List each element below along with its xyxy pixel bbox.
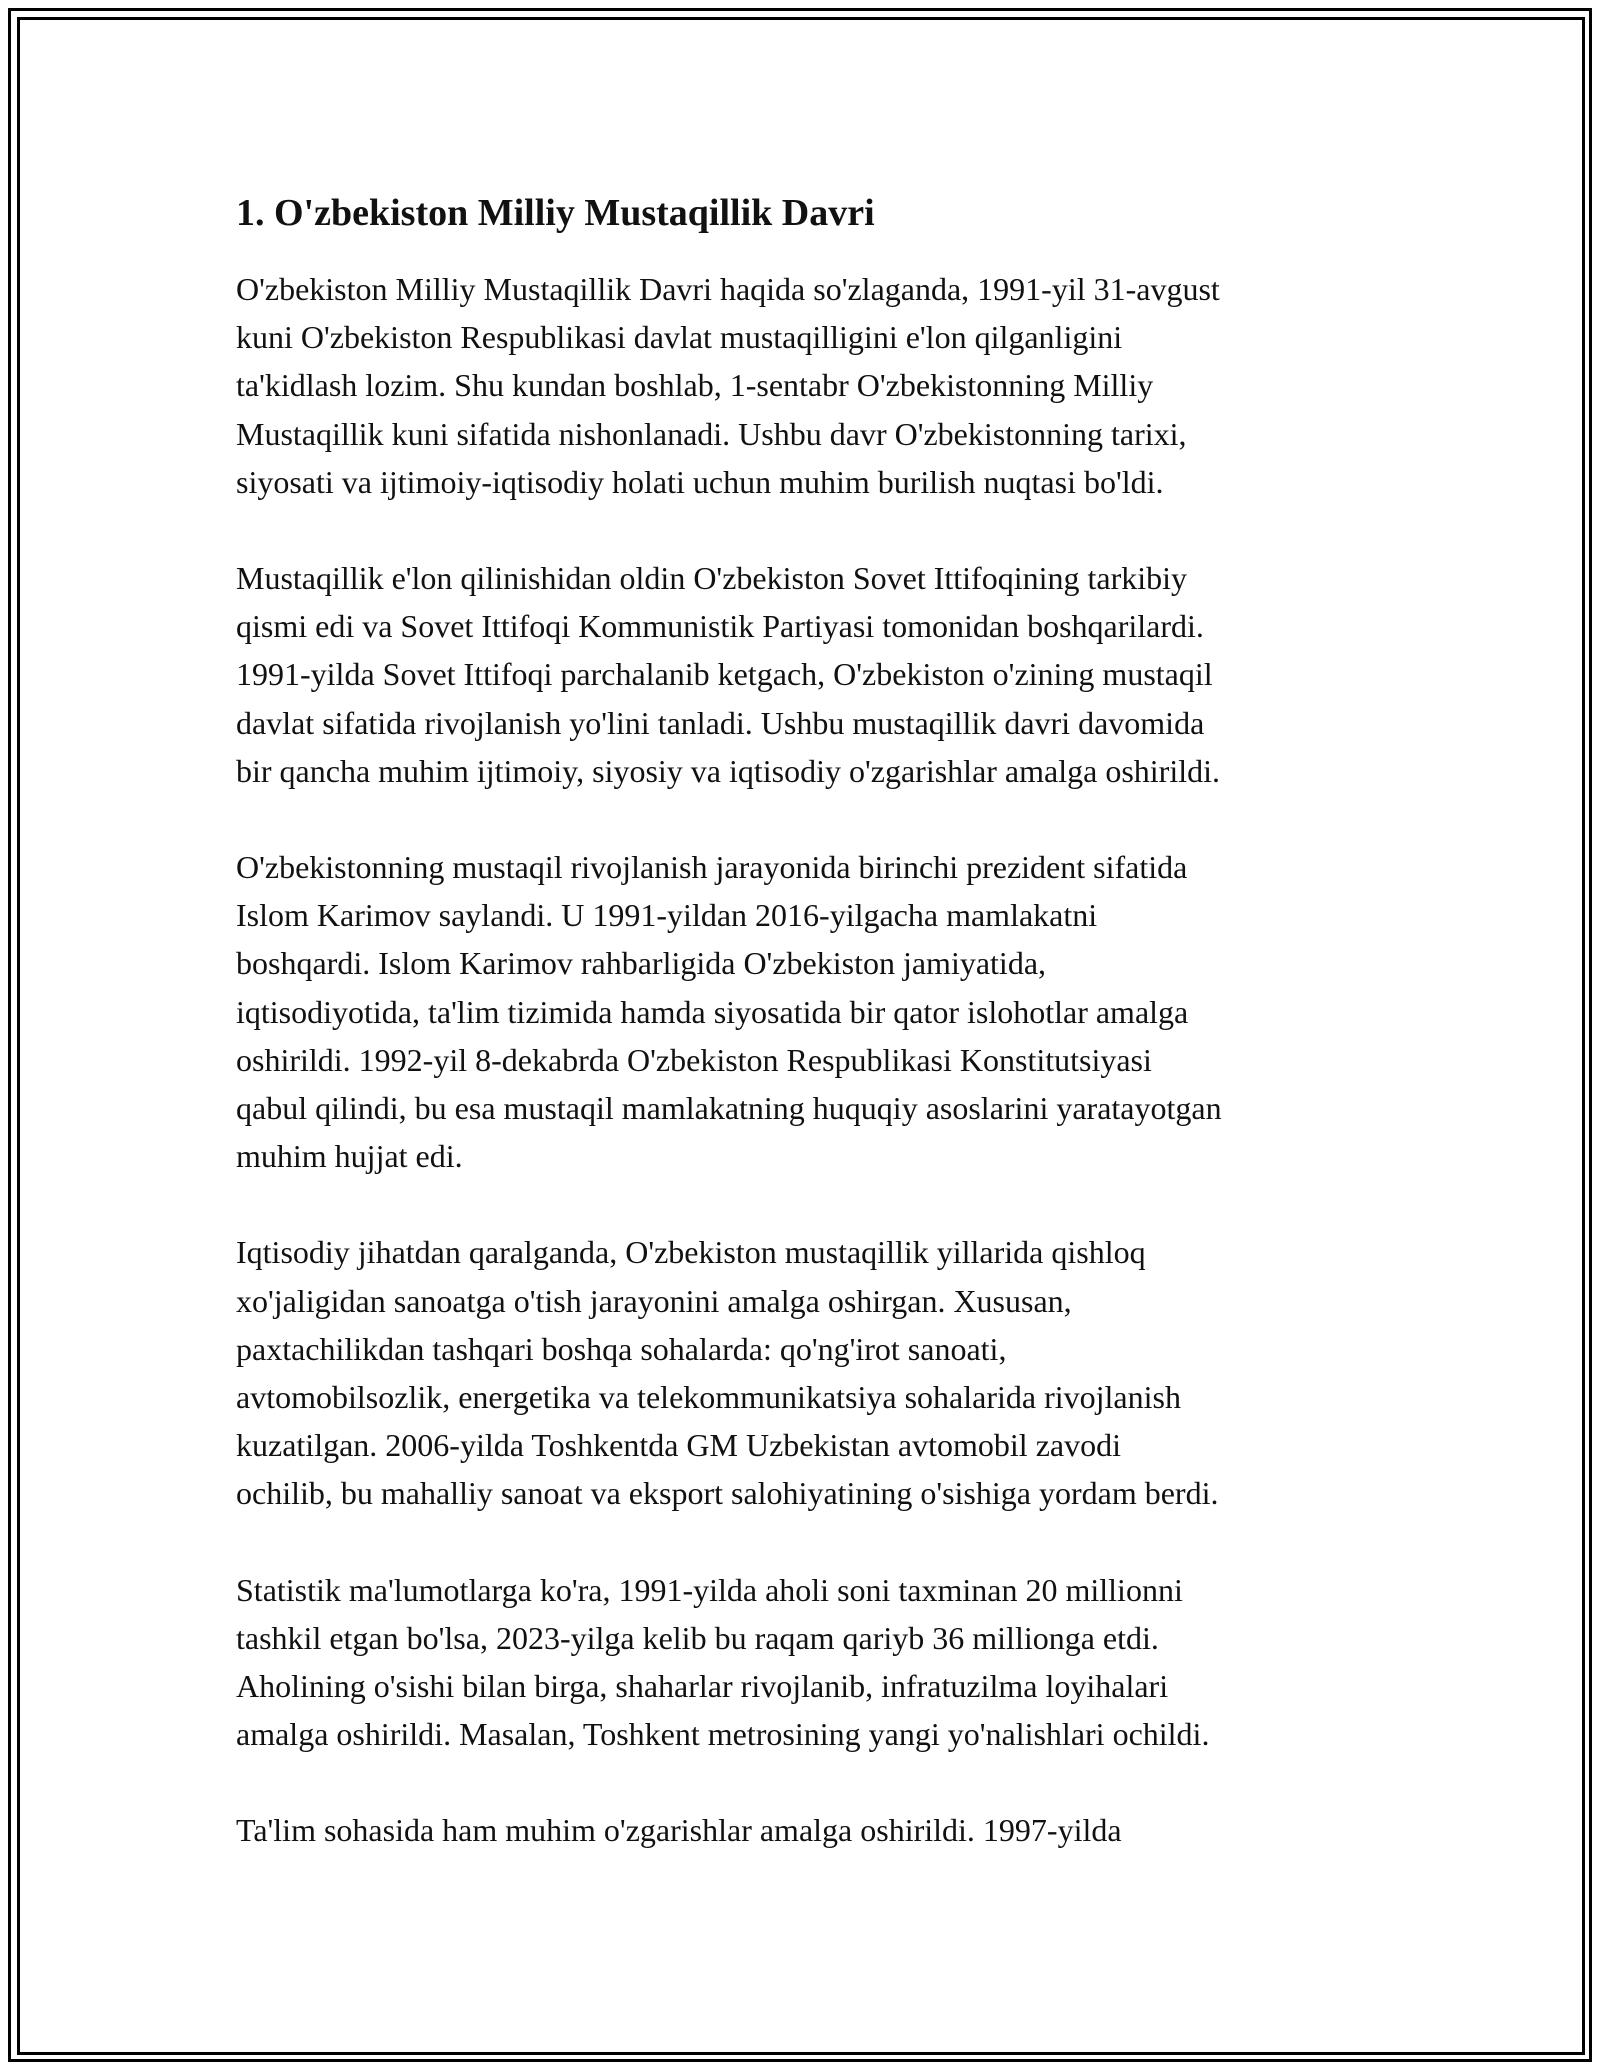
text-line: 1991-yilda Sovet Ittifoqi parchalanib ketgach, O'zbekiston o'zining mustaqil [236, 656, 1213, 693]
text-line: boshqardi. Islom Karimov rahbarligida O'zbekiston jamiyatida, [236, 945, 1047, 982]
text-line: Aholining o'sishi bilan birga, shaharlar rivojlanib, infratuzilma loyihalari [236, 1668, 1169, 1705]
text-line: tashkil etgan bo'lsa, 2023-yilga kelib bu raqam qariyb 36 millionga etdi. [236, 1619, 1159, 1656]
paragraph-4 [236, 1228, 1386, 1517]
text-line: siyosati va ijtimoiy-iqtisodiy holati uchun muhim burilish nuqtasi bo'ldi. [236, 463, 1164, 500]
text-line: O'zbekiston Milliy Mustaqillik Davri haqida so'zlaganda, 1991-yil 31-avgust [236, 271, 1220, 307]
text-line: ochilib, bu mahalliy sanoat va eksport salohiyatining o'sishiga yordam berdi. [236, 1475, 1219, 1512]
text-line: iqtisodiyotida, ta'lim tizimida hamda siyosatida bir qator islohotlar amalga [236, 993, 1189, 1030]
text-line: Statistik ma'lumotlarga ko'ra, 1991-yilda aholi soni taxminan 20 millionni [236, 1571, 1183, 1608]
document-body [236, 187, 1386, 1903]
paragraph-2 [236, 554, 1386, 795]
text-line: xo'jaligidan sanoatga o'tish jarayonini amalga oshirgan. Xususan, [236, 1282, 1072, 1319]
text-line: oshirildi. 1992-yil 8-dekabrda O'zbekiston Respublikasi Konstitutsiyasi [236, 1041, 1152, 1078]
paragraph-3 [236, 843, 1386, 1180]
text-line: Mustaqillik kuni sifatida nishonlanadi. Ushbu davr O'zbekistonning tarixi, [236, 415, 1187, 452]
text-line: qabul qilindi, bu esa mustaqil mamlakatning huquqiy asoslarini yaratayotgan [236, 1090, 1222, 1127]
text-line: O'zbekistonning mustaqil rivojlanish jarayonida birinchi prezident sifatida [236, 849, 1188, 886]
paragraph-5 [236, 1566, 1386, 1759]
text-line: kuni O'zbekiston Respublikasi davlat mustaqilligini e'lon qilganligini [236, 319, 1123, 356]
text-line: Islom Karimov saylandi. U 1991-yildan 2016-yilgacha mamlakatni [236, 897, 1098, 934]
text-line: paxtachilikdan tashqari boshqa sohalarda: qo'ng'irot sanoati, [236, 1330, 1007, 1367]
text-line: muhim hujjat edi. [236, 1138, 463, 1175]
text-line: amalga oshirildi. Masalan, Toshkent metrosining yangi yo'nalishlari ochildi. [236, 1716, 1210, 1753]
section-title: 1. O'zbekiston Milliy Mustaqillik Davri [236, 192, 875, 234]
text-line: kuzatilgan. 2006-yilda Toshkentda GM Uzbekistan avtomobil zavodi [236, 1427, 1121, 1464]
text-line: avtomobilsozlik, energetika va telekommunikatsiya sohalarida rivojlanish [236, 1379, 1181, 1416]
text-line: Mustaqillik e'lon qilinishidan oldin O'zbekiston Sovet Ittifoqining tarkibiy [236, 560, 1188, 597]
text-line: bir qancha muhim ijtimoiy, siyosiy va iqtisodiy o'zgarishlar amalga oshirildi. [236, 752, 1220, 789]
text-line: davlat sifatida rivojlanish yo'lini tanladi. Ushbu mustaqillik davri davomida [236, 704, 1205, 741]
text-line: ta'kidlash lozim. Shu kundan boshlab, 1-sentabr O'zbekistonning Milliy [236, 367, 1154, 404]
text-line: Ta'lim sohasida ham muhim o'zgarishlar amalga oshirildi. 1997-yilda [236, 1812, 1122, 1849]
paragraph-1 [236, 265, 1386, 506]
text-line: qismi edi va Sovet Ittifoqi Kommunistik Partiyasi tomonidan boshqarilardi. [236, 608, 1204, 645]
paragraph-6 [236, 1806, 1386, 1854]
text-line: Iqtisodiy jihatdan qaralganda, O'zbekiston mustaqillik yillarida qishloq [236, 1234, 1146, 1271]
